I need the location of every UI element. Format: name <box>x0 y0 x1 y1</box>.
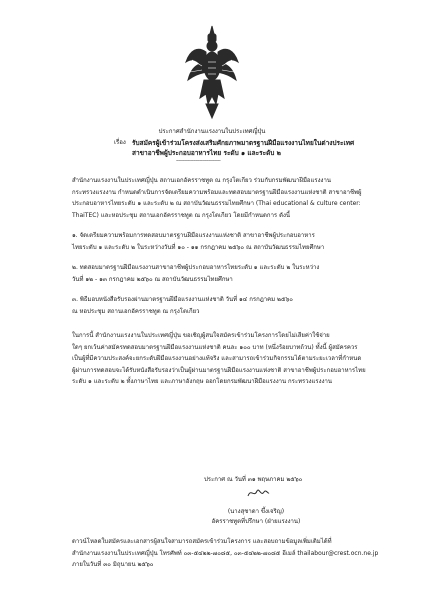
garuda-emblem-icon <box>184 24 240 120</box>
subject-label: เรื่อง <box>114 139 126 146</box>
announcement-date: ประกาศ ณ วันที่ ๓๑ พฤษภาคม ๒๕๖๐ <box>204 476 303 483</box>
schedule-item-2: ๒. ทดสอบมาตรฐานฝีมือแรงงานสาขาอาชีพผู้ประกอบอาหารไทยระดับ ๑ และระดับ ๒ ในระหว่าง วันที่ ๑๒ - ๑๓ กรกฎาคม ๒๕๖๐ ณ สถาบันวัฒนธรรมไทยศึกษา <box>72 264 320 283</box>
conditions-paragraph: ในการนี้ สำนักงานแรงงานในประเทศญี่ปุ่น ขอเชิญผู้สนใจสมัครเข้าร่วมโครงการโดยไม่เสียค่าใช้จ่าย ใดๆ ยกเว้นค่าสมัครทดสอบมาตรฐานฝีมือแรงงานแห่งชาติ คนละ ๑๐๐ บาท (หนึ่งร้อยบาทถ้วน) ทั้งนี้ ผู้สมัครควร เป็นผู้ที่มีความประสงค์จะยกระดับฝีมือแรงงานอย่างแท้จริง และสามารถเข้าร่วมกิจกรรมได้ตามระยะเวลาที่กำหนด ผู้ผ่านการทดสอบจะได้รับหนังสือรับรองว่าเป็นผู้ผ่านมาตรฐานฝีมือแรงงานแห่งชาติ สาขาอาชีพผู้ประกอบอาหารไทย ระดับ ๑ และระดับ ๒ ทั้งภาษาไทย และภาษาอังกฤษ ออกโดยกรมพัฒนาฝีมือแรงงาน กระทรวงแรงงาน <box>72 332 366 385</box>
issuer-title: ประกาศสำนักงานแรงงานในประเทศญี่ปุ่น <box>158 128 266 135</box>
intro-paragraph: สำนักงานแรงงานในประเทศญี่ปุ่น สถานเอกอัครราชทูต ณ กรุงโตเกียว ร่วมกับกรมพัฒนาฝีมือแรงงาน กระทรวงแรงงาน กำหนดดำเนินการจัดเตรียมความพร้อมและทดสอบมาตรฐานฝีมือแรงงานแห่งชาติ สาขาอาชีพผู้ ประกอบอาหารไทยระดับ ๑ และระดับ ๒ ณ สถาบันวัฒนธรรมไทยศึกษา (Thai educational & culture center: ThaiTEC) และหอประชุม สถานเอกอัครราชทูต ณ กรุงโตเกียว โดยมีกำหนดการ ดังนี้ <box>72 177 362 219</box>
signatory-name: (นางสุชาดา ขึ้งเจริญ) <box>227 508 285 515</box>
handwritten-signature <box>246 486 270 500</box>
schedule-item-1: ๑. จัดเตรียมความพร้อมการทดสอบมาตรฐานฝีมือแรงงานแห่งชาติ สาขาอาชีพผู้ประกอบอาหาร ไทยระดับ ๑ และระดับ ๒ ในระหว่างวันที่ ๑๐ - ๑๑ กรกฎาคม ๒๕๖๐ ณ สถาบันวัฒนธรรมไทยศึกษา <box>72 232 325 251</box>
signatory-position: อัครราชทูตที่ปรึกษา (ฝ่ายแรงงาน) <box>211 518 301 525</box>
contact-paragraph: ดาวน์โหลดใบสมัครและเอกสารผู้สนใจสามารถสมัครเข้าร่วมโครงการ และสอบถามข้อมูลเพิ่มเติมได้ที่ สำนักงานแรงงานในประเทศญี่ปุ่น โทรศัพท์ ๐๓-๕๔๒๒-๗๐๘๕, ๐๓-๕๔๒๒-๗๐๘๕ อีเมล์ thailabour@crest.ocn.ne.jp ภายในวันที่ ๓๐ มิถุนายน ๒๕๖๐ <box>72 538 379 568</box>
subject-line-1: รับสมัครผู้เข้าร่วมโครงส่งเสริมศักยภาพมาตรฐานฝีมือแรงงานไทยในต่างประเทศ <box>132 139 355 147</box>
schedule-item-3: ๓. พิธีมอบหนังสือรับรองผ่านมาตรฐานฝีมือแรงงานแห่งชาติ วันที่ ๑๔ กรกฎาคม ๒๕๖๐ ณ หอประชุม สถานเอกอัครราชทูต ณ กรุงโตเกียว <box>72 296 293 315</box>
subject-line-2: สาขาอาชีพผู้ประกอบอาหารไทย ระดับ ๑ และระดับ ๒ <box>132 149 281 157</box>
separator-line: ---------------------------------- <box>176 158 221 164</box>
